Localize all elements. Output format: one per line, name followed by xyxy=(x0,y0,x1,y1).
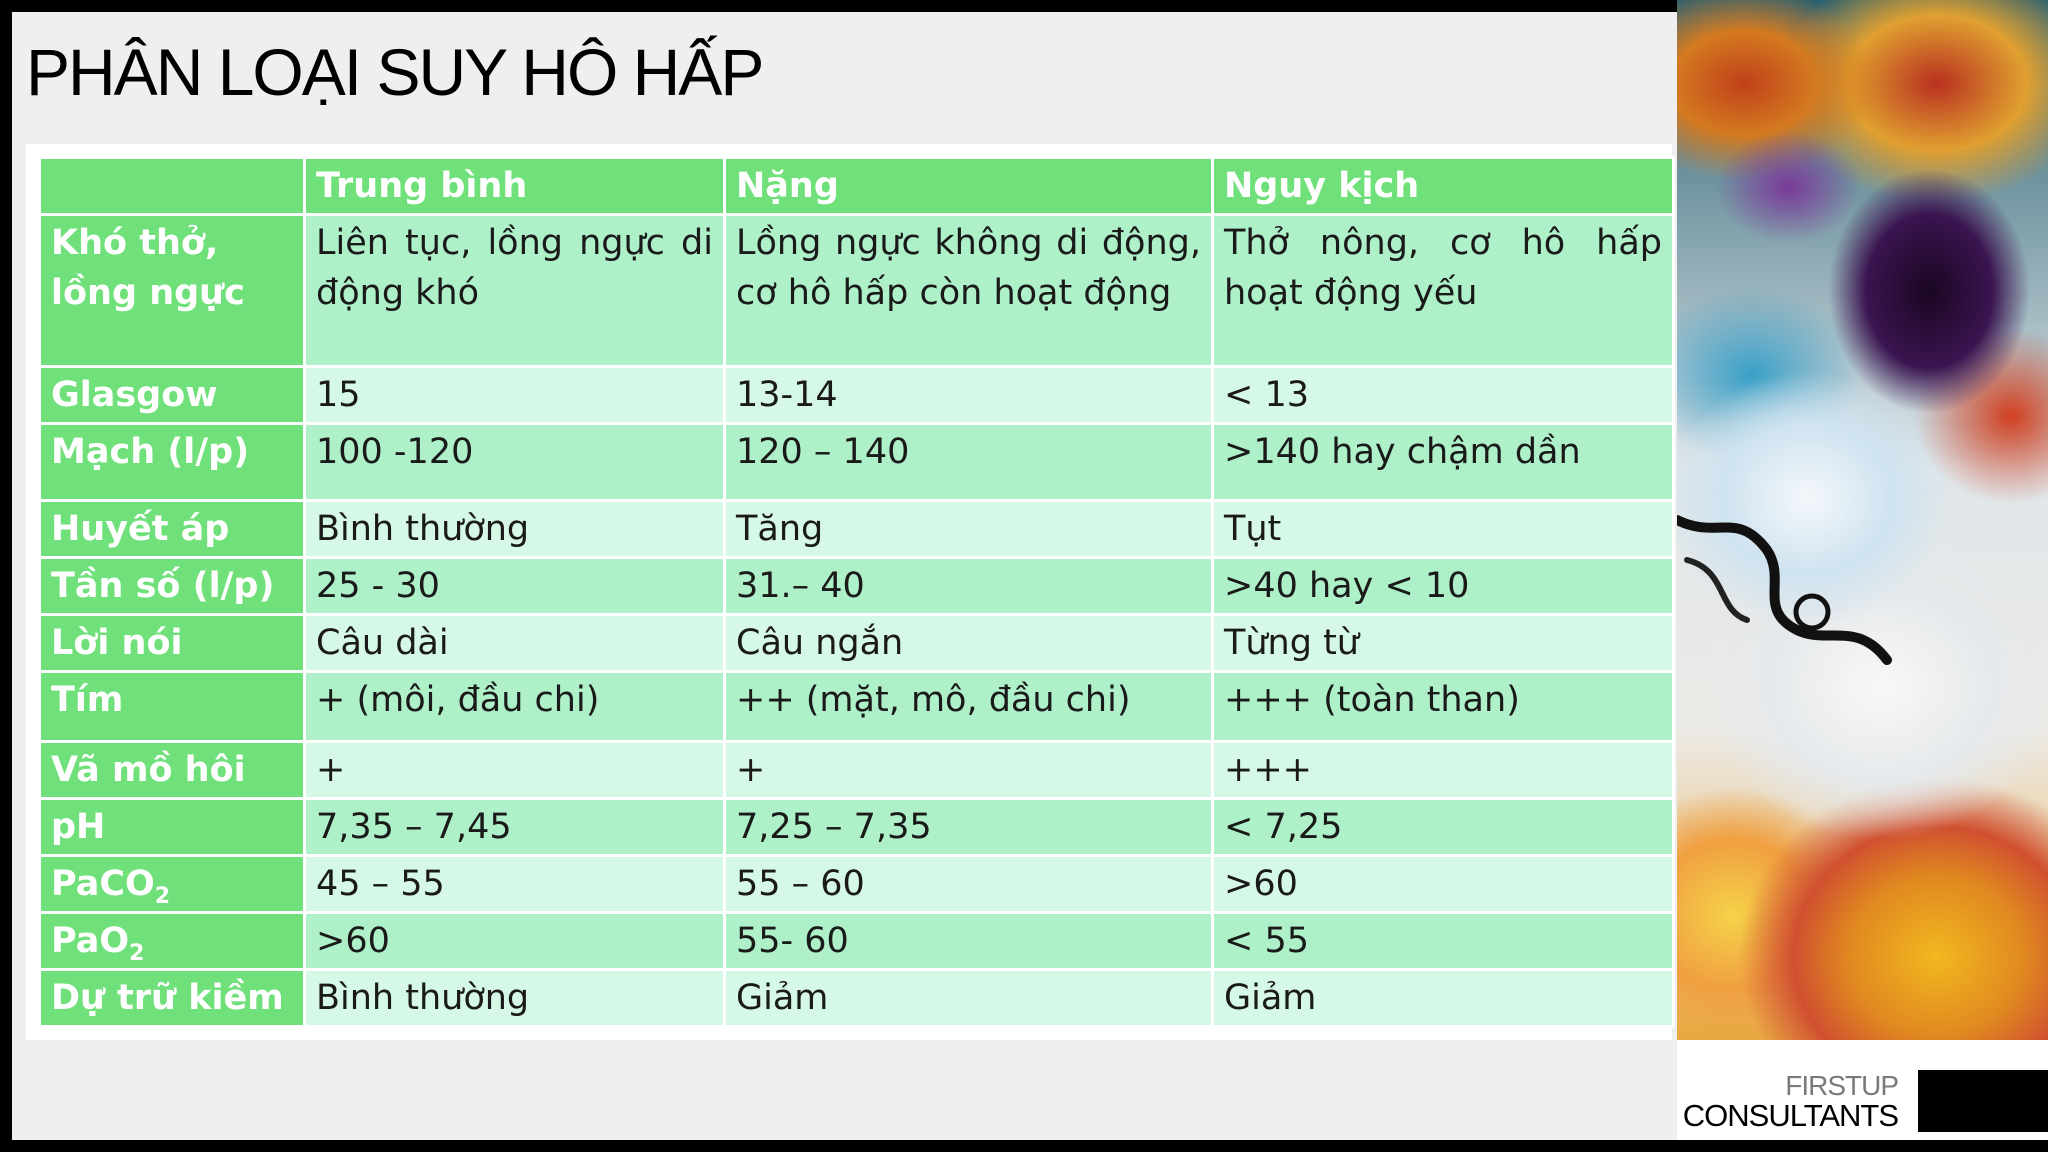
table-container xyxy=(26,144,1672,1040)
table-header-cell xyxy=(40,158,305,215)
row-header: pH xyxy=(40,799,305,856)
table-cell: >60 xyxy=(1213,856,1674,913)
row-header xyxy=(40,913,305,970)
table-cell: 45 – 55 xyxy=(305,856,725,913)
table-cell: 13-14 xyxy=(725,367,1213,424)
row-header: Dự trữ kiềm xyxy=(40,970,305,1027)
table-row xyxy=(40,501,1674,558)
table-cell: Từng từ xyxy=(1213,615,1674,672)
logo-mark xyxy=(1918,1070,2048,1132)
table-cell: ++ (mặt, mô, đầu chi) xyxy=(725,672,1213,742)
row-header: Lời nói xyxy=(40,615,305,672)
table-row xyxy=(40,799,1674,856)
table-cell: Câu ngắn xyxy=(725,615,1213,672)
table-cell: +++ (toàn than) xyxy=(1213,672,1674,742)
table-cell: < 55 xyxy=(1213,913,1674,970)
logo-area xyxy=(1677,1040,2048,1140)
table-cell: Liên tục, lồng ngực di động khó xyxy=(305,215,725,367)
table-header-cell: Nguy kịch xyxy=(1213,158,1674,215)
table-header-cell: Trung bình xyxy=(305,158,725,215)
table-row xyxy=(40,672,1674,742)
table-cell: 55 – 60 xyxy=(725,856,1213,913)
table-row xyxy=(40,558,1674,615)
subscript: 2 xyxy=(129,941,145,966)
table-row xyxy=(40,615,1674,672)
subscript: 2 xyxy=(154,884,171,909)
row-header xyxy=(40,856,305,913)
table-cell: Tụt xyxy=(1213,501,1674,558)
table-row xyxy=(40,856,1674,913)
table-cell: 31.– 40 xyxy=(725,558,1213,615)
table-cell: < 13 xyxy=(1213,367,1674,424)
table-header-cell: Nặng xyxy=(725,158,1213,215)
table-cell: + (môi, đầu chi) xyxy=(305,672,725,742)
table-row xyxy=(40,970,1674,1027)
row-header-text: PaO xyxy=(51,921,130,961)
table-cell: 120 – 140 xyxy=(725,424,1213,501)
table-row xyxy=(40,215,1674,367)
table-cell: >140 hay chậm dần xyxy=(1213,424,1674,501)
table-cell: Lồng ngực không di động, cơ hô hấp còn hoạt động xyxy=(725,215,1213,367)
table-cell: Tăng xyxy=(725,501,1213,558)
table-cell: Bình thường xyxy=(305,970,725,1027)
row-header: Vã mồ hôi xyxy=(40,742,305,799)
row-header-text: PaCO xyxy=(51,864,155,904)
table-row xyxy=(40,742,1674,799)
table-cell: 100 -120 xyxy=(305,424,725,501)
table-cell: + xyxy=(725,742,1213,799)
table-row xyxy=(40,424,1674,501)
slide-title: PHÂN LOẠI SUY HÔ HẤP xyxy=(26,35,763,109)
table-cell: Giảm xyxy=(725,970,1213,1027)
slide xyxy=(12,12,1677,1140)
table-header-row xyxy=(40,158,1674,215)
logo-text-firstup: FIRSTUP xyxy=(1785,1070,1898,1101)
table-row xyxy=(40,913,1674,970)
table-cell: 55- 60 xyxy=(725,913,1213,970)
table-cell: 7,25 – 7,35 xyxy=(725,799,1213,856)
table-cell: + xyxy=(305,742,725,799)
logo-text-consultants: CONSULTANTS xyxy=(1682,1098,1898,1133)
table-cell: Bình thường xyxy=(305,501,725,558)
row-header: Mạch (l/p) xyxy=(40,424,305,501)
row-header: Tần số (l/p) xyxy=(40,558,305,615)
table-cell: +++ xyxy=(1213,742,1674,799)
table-cell: 25 - 30 xyxy=(305,558,725,615)
table-row xyxy=(40,367,1674,424)
row-header: Khó thở, lồng ngực xyxy=(40,215,305,367)
table-cell: < 7,25 xyxy=(1213,799,1674,856)
table-cell: >40 hay < 10 xyxy=(1213,558,1674,615)
row-header: Tím xyxy=(40,672,305,742)
table-cell: Thở nông, cơ hô hấp hoạt động yếu xyxy=(1213,215,1674,367)
table-cell: Câu dài xyxy=(305,615,725,672)
table-cell: 7,35 – 7,45 xyxy=(305,799,725,856)
classification-table xyxy=(38,156,1675,1028)
table-cell: >60 xyxy=(305,913,725,970)
table-cell: 15 xyxy=(305,367,725,424)
ink-swirl-decoration xyxy=(1677,500,1897,680)
row-header: Glasgow xyxy=(40,367,305,424)
row-header: Huyết áp xyxy=(40,501,305,558)
table-cell: Giảm xyxy=(1213,970,1674,1027)
